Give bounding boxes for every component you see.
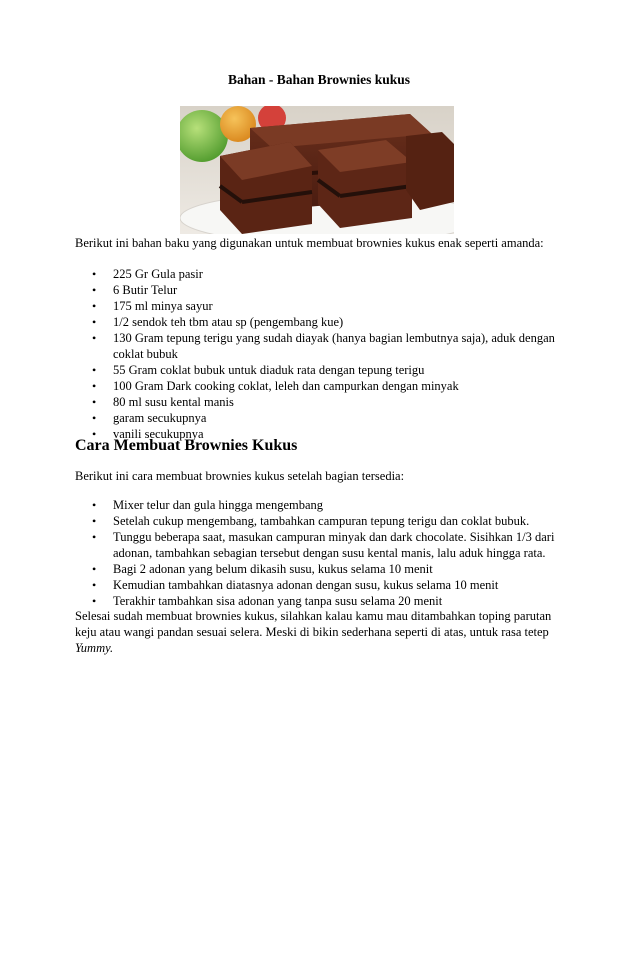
brownies-photo-icon — [180, 106, 454, 234]
ingredients-intro: Berikut ini bahan baku yang digunakan untuk membuat brownies kukus enak seperti amanda: — [75, 236, 544, 250]
list-item: • Bagi 2 adonan yang belum dikasih susu, kukus selama 10 menit — [75, 561, 565, 577]
steps-intro: Berikut ini cara membuat brownies kukus setelah bagian tersedia: — [75, 469, 405, 483]
list-item: • 1/2 sendok teh tbm atau sp (pengembang kue) — [75, 314, 565, 330]
document-title: Bahan - Bahan Brownies kukus — [227, 72, 411, 87]
list-item: • vanili secukupnya — [75, 426, 565, 442]
section-heading: Cara Membuat Brownies Kukus — [75, 437, 298, 454]
ingredients-list — [75, 266, 565, 442]
list-item: • 80 ml susu kental manis — [75, 394, 565, 410]
list-item: • 55 Gram coklat bubuk untuk diaduk rata dengan tepung terigu — [75, 362, 565, 378]
closing-italic: Yummy. — [75, 641, 114, 655]
list-item: • 100 Gram Dark cooking coklat, leleh dan campurkan dengan minyak — [75, 378, 565, 394]
list-item: • Mixer telur dan gula hingga mengembang — [75, 497, 565, 513]
list-item: • Kemudian tambahkan diatasnya adonan dengan susu, kukus selama 10 menit — [75, 577, 565, 593]
list-item: • Terakhir tambahkan sisa adonan yang tanpa susu selama 20 menit — [75, 593, 565, 609]
list-item: • 225 Gr Gula pasir — [75, 266, 565, 282]
steps-list — [75, 497, 565, 609]
list-item: • 175 ml minya sayur — [75, 298, 565, 314]
list-item: • Setelah cukup mengembang, tambahkan campuran tepung terigu dan coklat bubuk. — [75, 513, 565, 529]
closing-paragraph — [75, 608, 565, 656]
closing-text: Selesai sudah membuat brownies kukus, silahkan kalau kamu mau ditambahkan toping parutan keju atau wangi pandan sesuai selera. Meski di bikin sederhana seperti di atas, untuk rasa tetep — [75, 609, 552, 639]
list-item: • Tunggu beberapa saat, masukan campuran minyak dan dark chocolate. Sisihkan 1/3 dari adonan, tambahkan sebagian tersebut dengan susu kental manis, lalu aduk hingga rata. — [75, 529, 565, 561]
list-item: • 6 Butir Telur — [75, 282, 565, 298]
list-item: • 130 Gram tepung terigu yang sudah diayak (hanya bagian lembutnya saja), aduk dengan coklat bubuk — [75, 330, 565, 362]
list-item: • garam secukupnya — [75, 410, 565, 426]
brownies-photo — [180, 106, 454, 234]
